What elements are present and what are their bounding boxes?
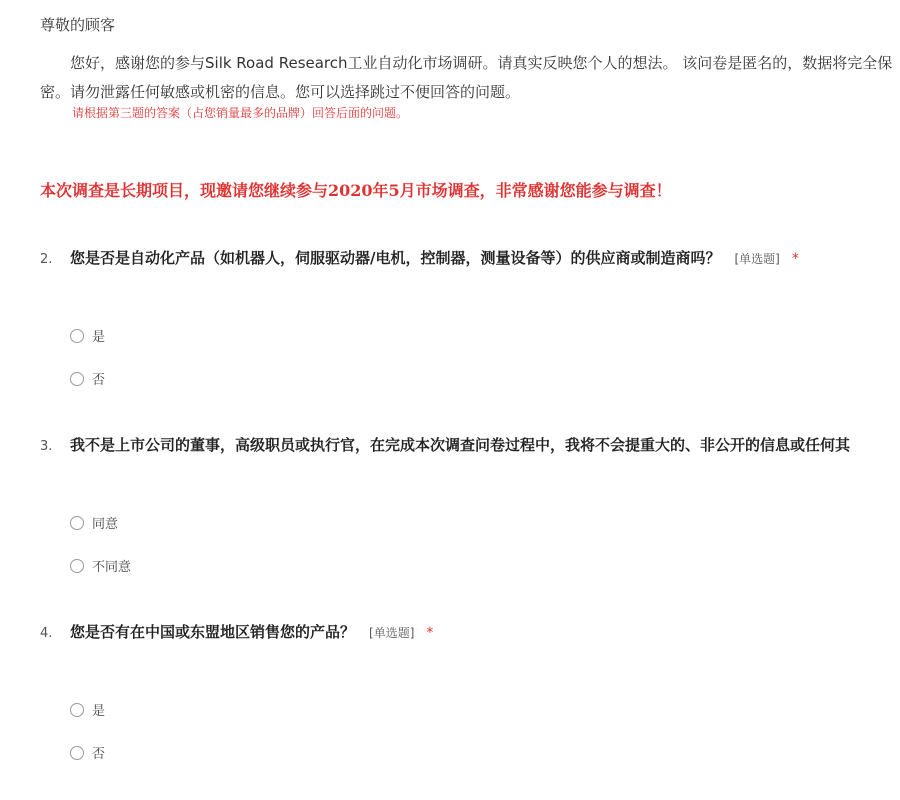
radio-option-no[interactable] <box>70 357 900 400</box>
option-label[interactable]: 是 <box>92 330 106 345</box>
question-3 <box>40 433 900 587</box>
option-label[interactable]: 否 <box>92 747 106 762</box>
option-label[interactable]: 同意 <box>92 517 119 532</box>
radio-option-yes[interactable] <box>70 688 900 731</box>
question-number: 2. <box>40 252 53 267</box>
radio-circle-icon[interactable] <box>70 746 84 760</box>
radio-circle-icon[interactable] <box>70 329 84 343</box>
radio-option-agree[interactable] <box>70 501 900 544</box>
question-type-tag: [单选题] <box>734 252 780 266</box>
question-number: 3. <box>40 439 53 454</box>
radio-circle-icon[interactable] <box>70 703 84 717</box>
question-title <box>40 246 900 270</box>
question-text: 您是否是自动化产品（如机器人，伺服驱动器/电机，控制器，测量设备等）的供应商或制造商吗？ <box>70 249 721 267</box>
radio-option-disagree[interactable] <box>70 544 900 587</box>
question-title <box>40 433 900 457</box>
survey-banner: 本次调查是长期项目，现邀请您继续参与2020年5月市场调查，非常感谢您能参与调查！ <box>40 181 672 200</box>
question-2 <box>40 246 900 400</box>
options-list <box>70 688 900 774</box>
question-title <box>40 620 900 644</box>
required-marker: * <box>791 251 799 267</box>
question-4 <box>40 620 900 774</box>
intro-paragraph: 您好，感谢您的参与Silk Road Research工业自动化市场调研。请真实反映您个人的想法。 该问卷是匿名的，数据将完全保密。请勿泄露任何敏感或机密的信息。您可以选择跳过不便回答的问题。 <box>40 54 893 101</box>
option-label[interactable]: 是 <box>92 704 106 719</box>
question-text: 您是否有在中国或东盟地区销售您的产品？ <box>70 623 356 641</box>
radio-option-no[interactable] <box>70 731 900 774</box>
radio-circle-icon[interactable] <box>70 559 84 573</box>
options-list <box>70 501 900 587</box>
radio-option-yes[interactable] <box>70 314 900 357</box>
options-list <box>70 314 900 400</box>
question-text: 我不是上市公司的董事，高级职员或执行官，在完成本次调查问卷过程中，我将不会提重大的、非公开的信息或任何其 <box>70 436 851 454</box>
option-label[interactable]: 否 <box>92 373 106 388</box>
option-label[interactable]: 不同意 <box>92 560 132 575</box>
radio-circle-icon[interactable] <box>70 516 84 530</box>
radio-circle-icon[interactable] <box>70 372 84 386</box>
question-type-tag: [单选题] <box>369 626 415 640</box>
question-number: 4. <box>40 626 53 641</box>
required-marker: * <box>426 625 434 641</box>
intro-note: 请根据第三题的答案（占您销量最多的品牌）回答后面的问题。 <box>72 106 409 120</box>
greeting-text: 尊敬的顾客 <box>40 16 116 34</box>
